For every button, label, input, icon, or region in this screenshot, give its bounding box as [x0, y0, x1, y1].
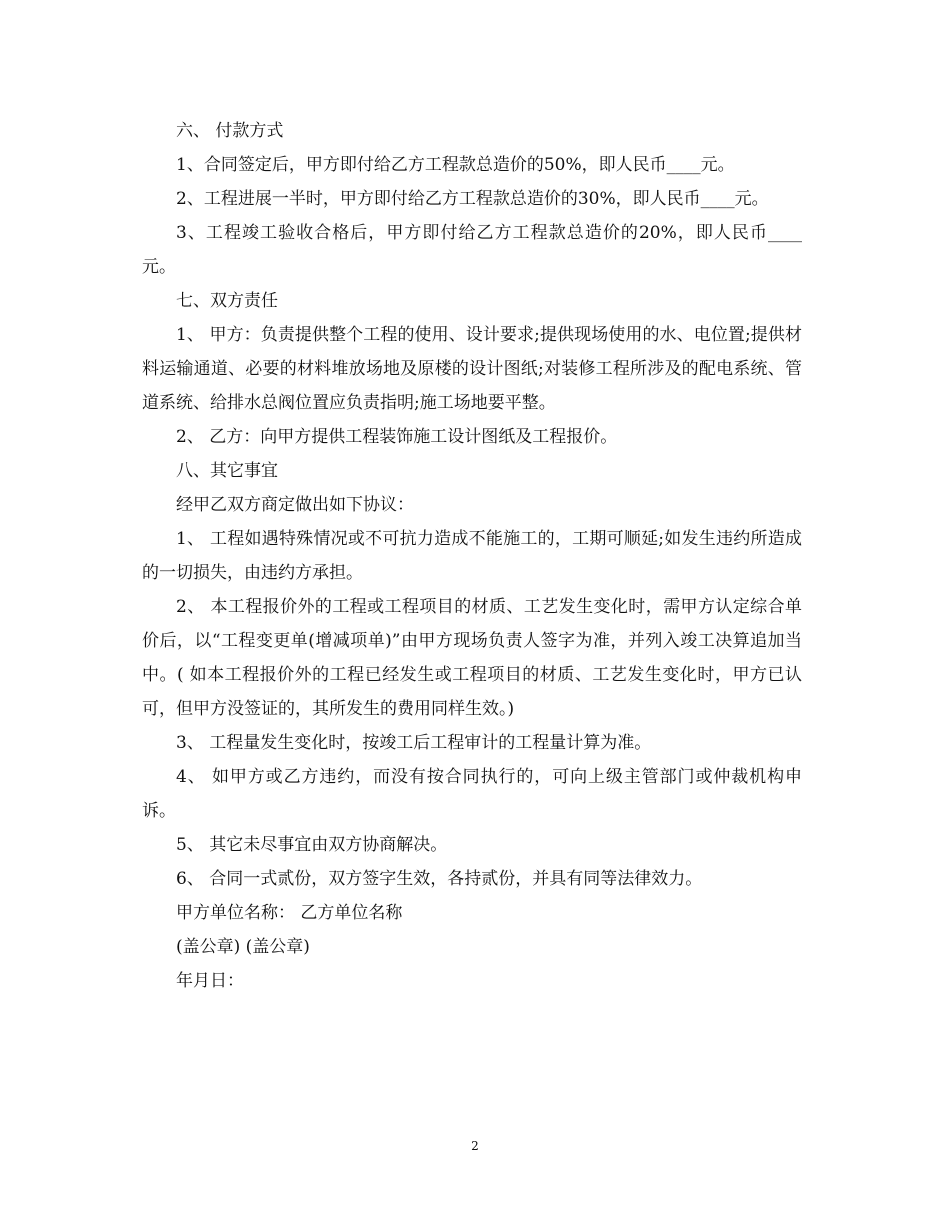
other-clause-3: 3、 工程量发生变化时，按竣工后工程审计的工程量计算为准。	[176, 733, 652, 753]
page-number: 2	[471, 1139, 479, 1153]
signature-date: 年月日：	[176, 971, 244, 991]
payment-clause-3: 3、工程竣工验收合格后，甲方即付给乙方工程款总造价的20%，即人民币____元。	[142, 223, 802, 277]
other-clause-6: 6、 合同一式贰份，双方签字生效，各持贰份，并具有同等法律效力。	[176, 869, 703, 889]
payment-clause-1: 1、合同签定后，甲方即付给乙方工程款总造价的50%，即人民币____元。	[176, 155, 735, 175]
signature-party-names: 甲方单位名称： 乙方单位名称	[176, 903, 403, 923]
responsibility-party-b: 2、 乙方：向甲方提供工程装饰施工设计图纸及工程报价。	[176, 427, 618, 447]
section-heading-payment: 六、 付款方式	[176, 121, 284, 141]
other-clause-5: 5、 其它未尽事宜由双方协商解决。	[176, 835, 448, 855]
signature-seals: (盖公章) (盖公章)	[176, 937, 310, 957]
responsibility-party-a: 1、 甲方：负责提供整个工程的使用、设计要求;提供现场使用的水、电位置;提供材料运输通道、必要的材料堆放场地及原楼的设计图纸;对装修工程所涉及的配电系统、管道系统、给排水总阀位置应负责指明;施工场地要平整。	[142, 325, 802, 413]
document-body	[142, 114, 802, 998]
payment-clause-2: 2、工程进展一半时，甲方即付给乙方工程款总造价的30%，即人民币____元。	[176, 189, 769, 209]
other-clause-1: 1、 工程如遇特殊情况或不可抗力造成不能施工的，工期可顺延;如发生违约所造成的一切损失，由违约方承担。	[142, 529, 802, 583]
section-heading-other: 八、其它事宜	[176, 461, 278, 481]
other-clause-4: 4、 如甲方或乙方违约，而没有按合同执行的，可向上级主管部门或仲裁机构申诉。	[142, 767, 802, 821]
agreement-intro: 经甲乙双方商定做出如下协议：	[176, 495, 414, 515]
other-clause-2: 2、 本工程报价外的工程或工程项目的材质、工艺发生变化时，需甲方认定综合单价后，以“工程变更单(增减项单)”由甲方现场负责人签字为准，并列入竣工决算追加当中。( 如本工程报价外的工程已经发生或工程项目的材质、工艺发生变化时，甲方已认可，但甲方没签证的，其所发生的费用同样生效。)	[142, 597, 802, 719]
section-heading-responsibilities: 七、双方责任	[176, 291, 278, 311]
